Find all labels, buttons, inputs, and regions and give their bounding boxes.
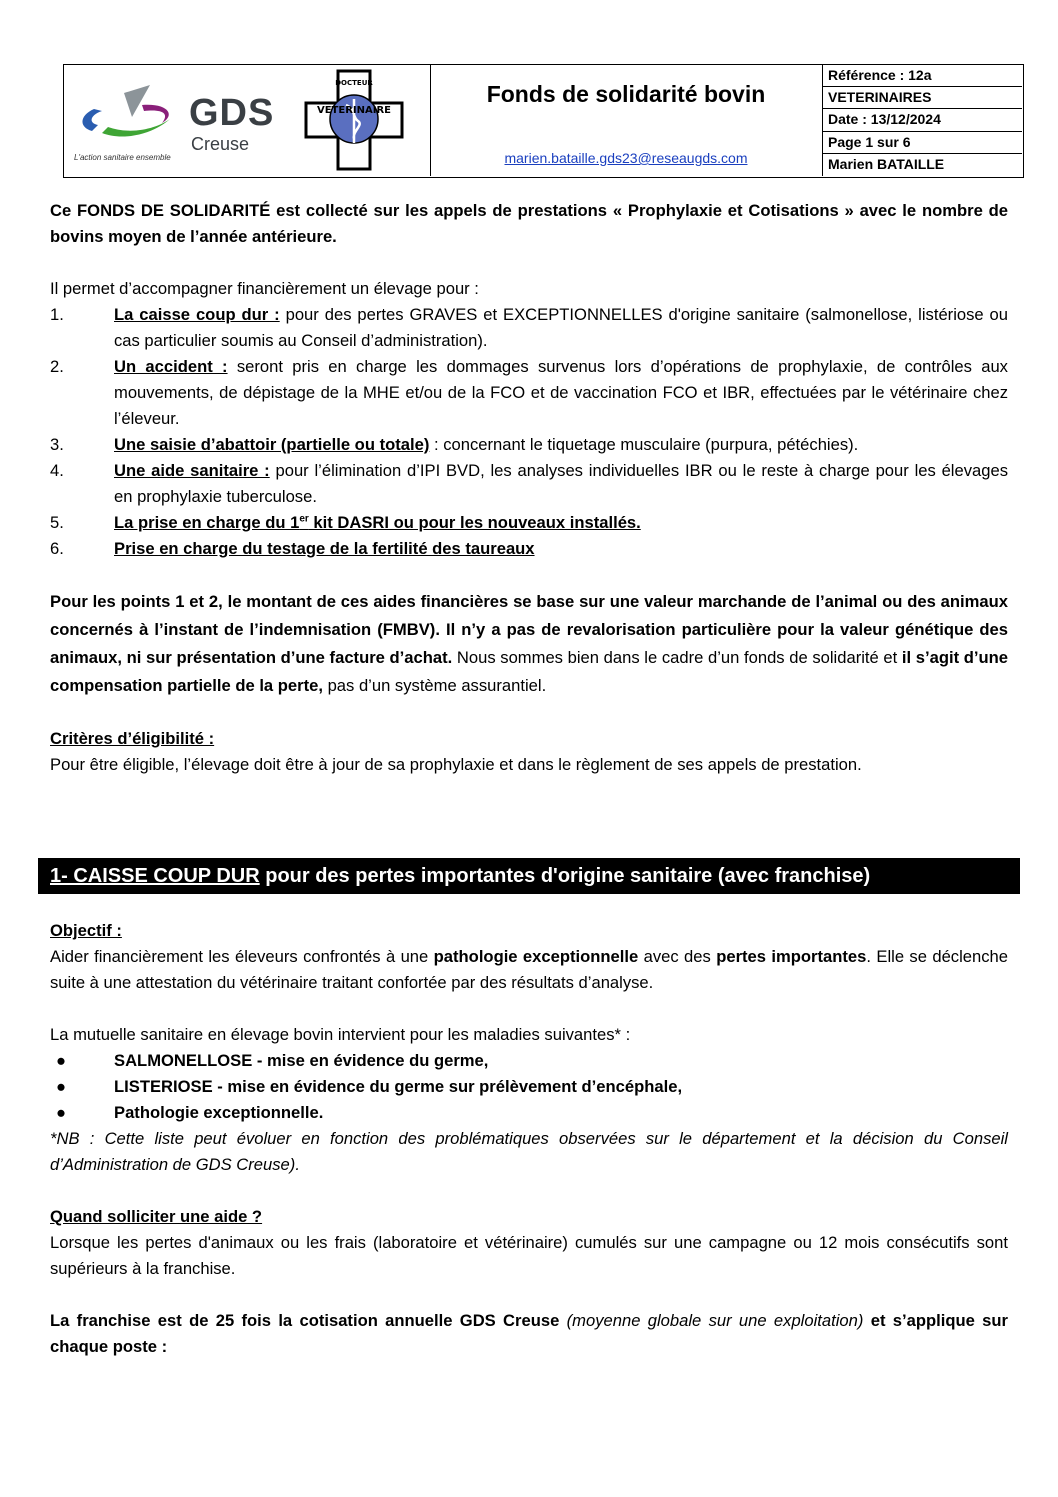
objectif-heading: Objectif :: [50, 921, 122, 940]
franchise-i1: (moyenne globale sur une exploitation): [559, 1311, 864, 1330]
list-text: pour des pertes GRAVES et EXCEPTIONNELLES d'origine sanitaire (salmonellose, listériose ou cas particulier soumis au Conseil d’administration).: [114, 305, 1009, 350]
section-title-rest: pour des pertes importantes d'origine sanitaire (avec franchise): [259, 865, 871, 887]
gds-logo-icon: [72, 83, 192, 153]
criteria-heading: Critères d’éligibilité :: [50, 729, 215, 748]
franchise-b1: La franchise est de 25 fois la cotisation annuelle GDS Creuse: [50, 1311, 560, 1330]
section-title-prefix: 1- CAISSE COUP DUR: [50, 865, 260, 887]
bullet-icon: ●: [56, 1103, 67, 1122]
bullet-icon: ●: [56, 1077, 67, 1096]
quand-heading: Quand solliciter une aide ?: [50, 1207, 263, 1226]
gds-name: GDS: [189, 92, 275, 134]
svg-text:DOCTEUR: DOCTEUR: [335, 79, 373, 87]
veterinaire-badge-icon: [304, 69, 404, 171]
points-paragraph: [50, 588, 1008, 700]
list-item: [50, 1048, 1008, 1074]
title-cell: [430, 65, 823, 176]
objectif-text: [50, 944, 1008, 996]
disease-label: LISTERIOSE - mise en évidence du germe sur prélèvement d’encéphale,: [114, 1077, 683, 1096]
logo-cell: [64, 65, 431, 176]
list-item: [50, 510, 1008, 536]
list-number: 5.: [50, 513, 64, 532]
list-item: [50, 432, 1008, 458]
list-item: [50, 458, 1008, 510]
intro-permet: Il permet d’accompagner financièrement un élevage pour :: [50, 279, 479, 298]
objectif-t2: avec des: [638, 947, 717, 966]
gds-tagline: L'action sanitaire ensemble: [74, 153, 171, 162]
ref-author: Marien BATAILLE: [828, 155, 945, 172]
ref-reference: Référence : 12a: [822, 65, 1022, 87]
franchise-paragraph: [50, 1308, 1008, 1360]
ref-date: Date : 13/12/2024: [822, 109, 1022, 131]
list-title: Une aide sanitaire :: [114, 461, 270, 480]
header-table: [63, 64, 1024, 178]
list-number: 4.: [50, 461, 64, 480]
list-title: Une saisie d’abattoir (partielle ou totale): [114, 435, 430, 454]
list-number: 6.: [50, 539, 64, 558]
mutuelle-note: *NB : Cette liste peut évoluer en fonction des problématiques observées sur le département et la décision du Conseil d’Administration de GDS Creuse).: [50, 1129, 1008, 1174]
quand-text: Lorsque les pertes d'animaux ou les frais (laboratoire et vétérinaire) cumulés sur une campagne ou 12 mois consécutifs sont supérieurs à la franchise.: [50, 1233, 1008, 1278]
ref-page: Page 1 sur 6: [822, 132, 1022, 154]
reference-cell: [822, 65, 1022, 176]
objectif-b1: pathologie exceptionnelle: [433, 947, 639, 966]
list-title: La prise en charge du 1er kit DASRI ou pour les nouveaux installés.: [114, 513, 641, 532]
points-bold-1: Pour les points 1 et 2, le montant de ces aides financières se base sur une valeur marchande de l’animal ou des animaux concernés à l’instant de l’indemnisation (FMBV). Il n’y a pas de revalorisation particulière pour la valeur génétique des animaux, ni sur présentation d’une facture d’achat.: [50, 592, 1008, 667]
intro-collect: Ce FONDS DE SOLIDARITÉ est collecté sur les appels de prestations « Prophylaxie et Cotisations » avec le nombre de bovins moyen de l’année antérieure.: [50, 201, 1008, 246]
list-item: [50, 1100, 1008, 1126]
disease-label: SALMONELLOSE - mise en évidence du germe,: [114, 1051, 489, 1070]
mutuelle-intro: La mutuelle sanitaire en élevage bovin intervient pour les maladies suivantes* :: [50, 1025, 631, 1044]
gds-subtitle: Creuse: [191, 134, 250, 154]
list-text: seront pris en charge les dommages survenus lors d’opérations de prophylaxie, de contrôles aux mouvements, de dépistage de la MHE et/ou de la FCO et de vaccination FCO et IBR, effectuées par le vétérinaire chez l’éleveur.: [114, 357, 1008, 428]
objectif-t1: Aider financièrement les éleveurs confrontés à une: [50, 947, 434, 966]
bullet-icon: ●: [56, 1051, 67, 1070]
list-title: La caisse coup dur :: [114, 305, 280, 324]
list-number: 2.: [50, 357, 64, 376]
objectif-b2: pertes importantes: [716, 947, 867, 966]
list-item: [50, 302, 1008, 354]
points-normal-2: pas d’un système assurantiel.: [322, 676, 547, 695]
disease-label: Pathologie exceptionnelle.: [114, 1103, 324, 1122]
intro-section: [50, 198, 1008, 778]
list-text: : concernant le tiquetage musculaire (purpura, pétéchies).: [429, 435, 859, 454]
svg-text:VETERINAIRE: VETERINAIRE: [316, 105, 392, 116]
criteria-text: Pour être éligible, l’élevage doit être à jour de sa prophylaxie et dans le règlement de ses appels de prestation.: [50, 755, 862, 774]
list-number: 1.: [50, 305, 64, 324]
list-title: Un accident :: [114, 357, 228, 376]
list-number: 3.: [50, 435, 64, 454]
ref-audience: VETERINAIRES: [822, 87, 1022, 109]
contact-email-link[interactable]: marien.bataille.gds23@reseaugds.com: [504, 150, 748, 166]
points-normal-1: Nous sommes bien dans le cadre d’un fonds de solidarité et: [452, 648, 902, 667]
document-title: Fonds de solidarité bovin: [486, 81, 766, 107]
objectif-t3: . Elle se déclenche suite à une attestation du vétérinaire traitant confortée par des résultats d’analyse.: [50, 947, 1009, 992]
franchise-b2: et s’applique sur chaque poste :: [50, 1311, 1008, 1356]
list-title: Prise en charge du testage de la fertilité des taureaux: [114, 539, 535, 558]
section-heading-caisse-coup-dur: [38, 858, 1020, 894]
caisse-coup-dur-section: [50, 918, 1008, 1360]
list-text: pour l’élimination d’IPI BVD, les analyses individuelles IBR ou le reste à charge pour les élevages en prophylaxie tuberculose.: [114, 461, 1008, 506]
list-item: [50, 1074, 1008, 1100]
list-item: [50, 536, 1008, 562]
aid-list: [50, 302, 1008, 562]
points-bold-2: il s’agit d’une compensation partielle de la perte,: [50, 648, 1008, 695]
list-item: [50, 354, 1008, 432]
